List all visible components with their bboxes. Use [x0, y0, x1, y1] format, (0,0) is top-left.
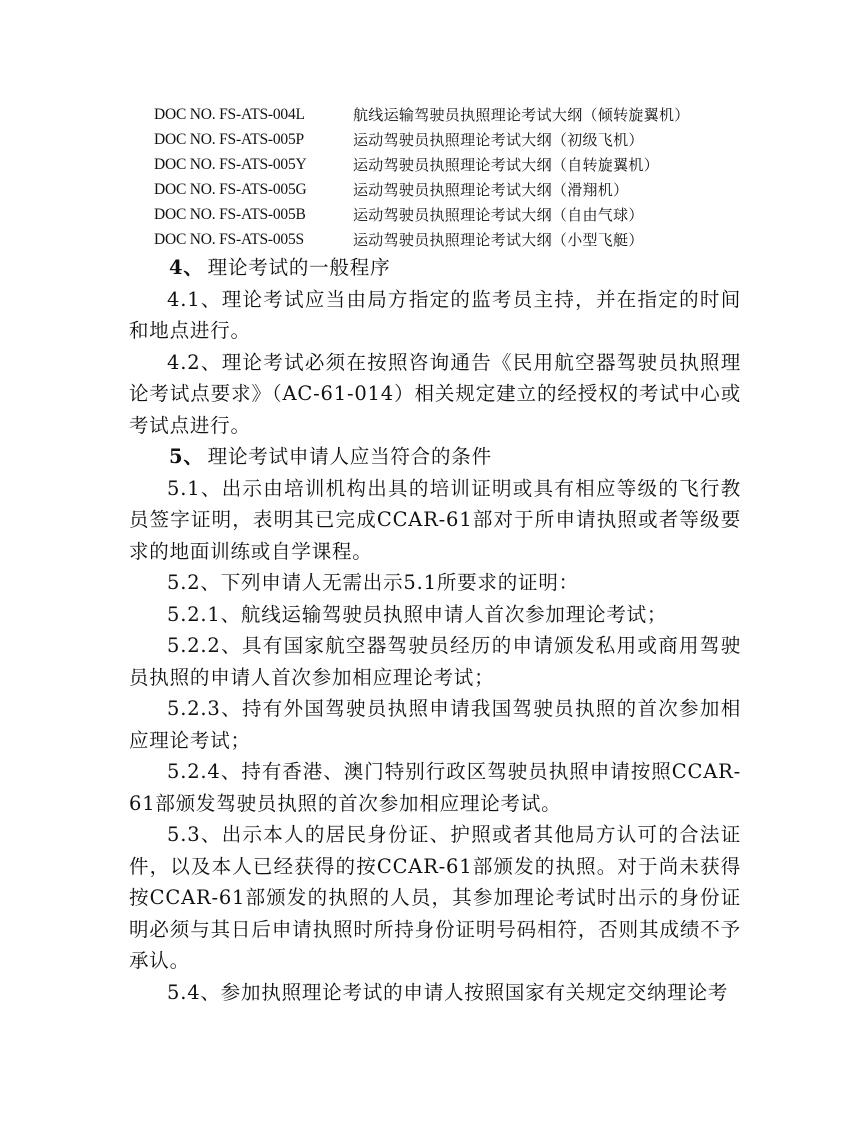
doc-number: DOC NO. FS-ATS-004L	[154, 105, 305, 123]
doc-number: DOC NO. FS-ATS-005S	[154, 230, 304, 248]
paragraph-5-1: 5.1、出示由培训机构出具的培训证明或具有相应等级的飞行教员签字证明，表明其已完成CCAR-61部对于所申请执照或者等级要求的地面训练或自学课程。	[129, 476, 741, 563]
paragraph-4-1: 4.1、理论考试应当由局方指定的监考员主持，并在指定的时间和地点进行。	[129, 287, 741, 342]
doc-title: 运动驾驶员执照理论考试大纲（自由气球）	[353, 206, 644, 224]
doc-number-list	[154, 102, 794, 252]
section-title: 理论考试申请人应当符合的条件	[207, 445, 492, 468]
section-heading-5	[129, 441, 741, 473]
doc-title: 航线运输驾驶员执照理论考试大纲（倾转旋翼机）	[353, 106, 690, 124]
doc-list-item	[154, 152, 794, 177]
doc-list-item	[154, 127, 794, 152]
doc-number: DOC NO. FS-ATS-005G	[154, 180, 307, 198]
doc-title: 运动驾驶员执照理论考试大纲（初级飞机）	[353, 131, 644, 149]
section-number: 5、	[169, 445, 204, 468]
section-title: 理论考试的一般程序	[207, 256, 391, 279]
paragraph-5-2: 5.2、下列申请人无需出示5.1所要求的证明：	[167, 571, 579, 594]
doc-number: DOC NO. FS-ATS-005B	[154, 205, 306, 223]
doc-title: 运动驾驶员执照理论考试大纲（自转旋翼机）	[353, 156, 660, 174]
doc-list-item	[154, 227, 794, 252]
paragraph-5-2-3: 5.2.3、持有外国驾驶员执照申请我国驾驶员执照的首次参加相应理论考试；	[129, 697, 741, 752]
section-heading-4	[129, 252, 741, 284]
paragraph-5-3: 5.3、出示本人的居民身份证、护照或者其他局方认可的合法证件，以及本人已经获得的按CCAR-61部颁发的执照。对于尚未获得按CCAR-61部颁发的执照的人员，其参加理论考试时出示的身份证明必须与其日后申请执照时所持身份证明号码相符，否则其成绩不予承认。	[129, 823, 741, 972]
paragraph-5-2-2: 5.2.2、具有国家航空器驾驶员经历的申请颁发私用或商用驾驶员执照的申请人首次参加相应理论考试；	[129, 634, 741, 689]
doc-title: 运动驾驶员执照理论考试大纲（小型飞艇）	[353, 231, 644, 249]
paragraph-5-4: 5.4、参加执照理论考试的申请人按照国家有关规定交纳理论考	[167, 980, 729, 1004]
paragraph-5-2-1: 5.2.1、航线运输驾驶员执照申请人首次参加理论考试；	[167, 602, 668, 626]
document-body	[129, 252, 741, 1008]
doc-list-item	[154, 177, 794, 202]
doc-title: 运动驾驶员执照理论考试大纲（滑翔机）	[353, 181, 629, 199]
doc-number: DOC NO. FS-ATS-005P	[154, 130, 304, 148]
paragraph-5-2-4: 5.2.4、持有香港、澳门特别行政区驾驶员执照申请按照CCAR-61部颁发驾驶员执照的首次参加相应理论考试。	[129, 760, 741, 815]
doc-number: DOC NO. FS-ATS-005Y	[154, 155, 307, 173]
doc-list-item	[154, 102, 794, 127]
paragraph-4-2: 4.2、理论考试必须在按照咨询通告《民用航空器驾驶员执照理论考试点要求》（AC-61-014）相关规定建立的经授权的考试中心或考试点进行。	[129, 350, 741, 437]
section-number: 4、	[169, 256, 204, 279]
doc-list-item	[154, 202, 794, 227]
